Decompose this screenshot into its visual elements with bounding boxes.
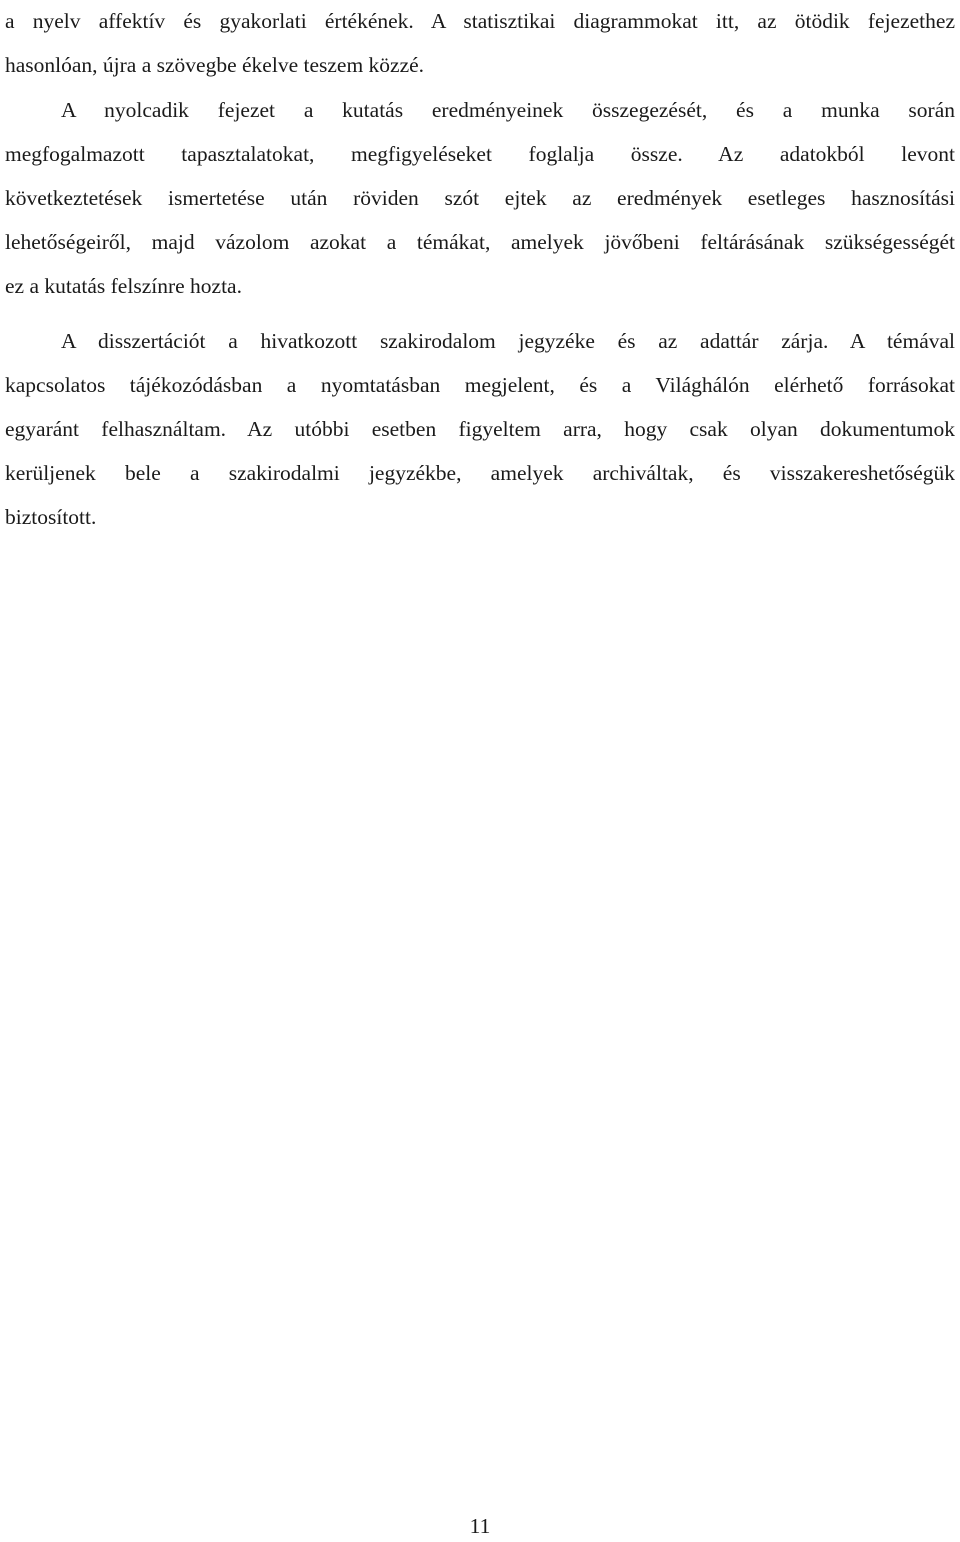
text-line: egyaránt felhasználtam. Az utóbbi esetben figyeltem arra, hogy csak olyan dokumentumok (5, 417, 955, 441)
text-line: A disszertációt a hivatkozott szakirodalom jegyzéke és az adattár zárja. A témával (61, 329, 955, 353)
paragraph-intro-continuation (5, 0, 955, 87)
text-line: lehetőségeiről, majd vázolom azokat a témákat, amelyek jövőbeni feltárásának szükségességét (5, 230, 955, 254)
text-line: a nyelv affektív és gyakorlati értékének. A statisztikai diagrammokat itt, az ötödik fejezethez (5, 9, 955, 33)
paragraph-bibliography (5, 319, 955, 539)
text-line: kerüljenek bele a szakirodalmi jegyzékbe, amelyek archiváltak, és visszakereshetőségük (5, 461, 955, 485)
text-line: megfogalmazott tapasztalatokat, megfigyeléseket foglalja össze. Az adatokból levont (5, 142, 955, 166)
text-line: hasonlóan, újra a szövegbe ékelve teszem közzé. (5, 53, 425, 77)
text-line: A nyolcadik fejezet a kutatás eredményeinek összegezését, és a munka során (61, 98, 955, 122)
text-line: ez a kutatás felszínre hozta. (5, 274, 242, 298)
paragraph-chapter-eight (5, 88, 955, 308)
text-line: biztosított. (5, 505, 97, 529)
text-line: kapcsolatos tájékozódásban a nyomtatásban megjelent, és a Világhálón elérhető forrásokat (5, 373, 955, 397)
text-line: következtetések ismertetése után röviden szót ejtek az eredmények esetleges hasznosítási (5, 186, 955, 210)
page-number: 11 (469, 1514, 491, 1538)
